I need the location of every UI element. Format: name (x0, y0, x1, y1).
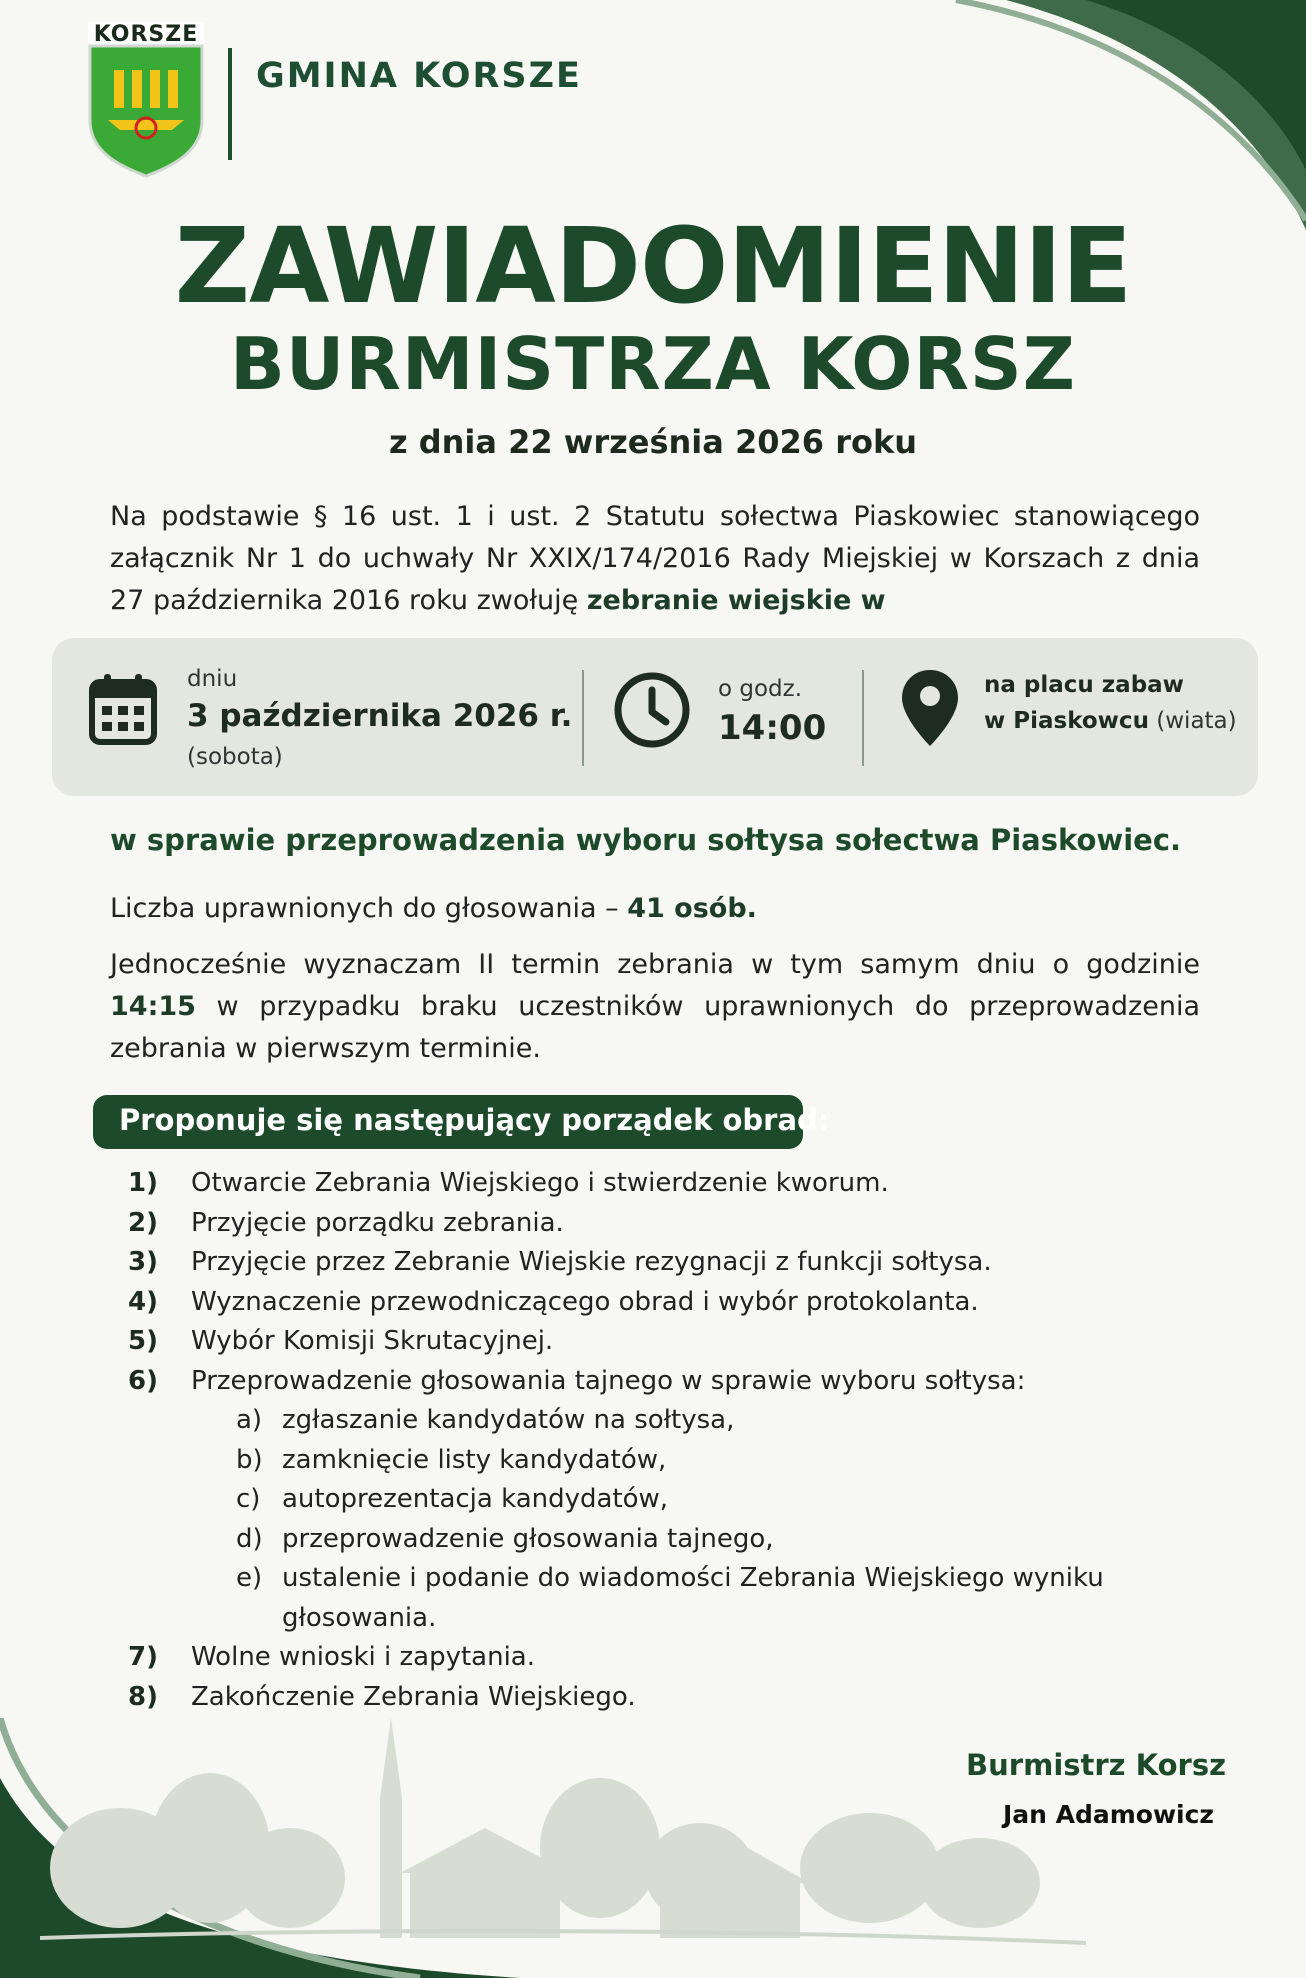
agenda-subitem-text: autoprezentacja kandydatów, (282, 1484, 669, 1514)
agenda-item (128, 1642, 1228, 1682)
agenda-item-number: 2) (128, 1207, 158, 1238)
eligible-count: 41 osób. (627, 893, 757, 924)
agenda-item-number: 6) (128, 1365, 158, 1396)
agenda-subitem (128, 1484, 1228, 1524)
agenda-item-text: Wybór Komisji Skrutacyjnej. (191, 1326, 554, 1356)
agenda-item-number: 1) (128, 1168, 158, 1198)
agenda-subitem-text: przeprowadzenie głosowania tajnego, (282, 1523, 774, 1554)
agenda-item-text: Wyznaczenie przewodniczącego obrad i wybór protokolanta. (191, 1286, 979, 1317)
agenda-item-text: Otwarcie Zebrania Wiejskiego i stwierdzenie kworum. (191, 1168, 889, 1198)
agenda-subitem-letter: b) (236, 1444, 263, 1475)
agenda-subitem (128, 1524, 1228, 1564)
place-detail: (wiata) (1148, 708, 1237, 734)
agenda-subitem-text: głosowania. (282, 1602, 437, 1633)
intro-bold: zebranie wiejskie w (586, 585, 886, 616)
agenda-subitem (128, 1563, 1228, 1603)
agenda-subitem-continuation (128, 1603, 1228, 1643)
agenda-subitem-letter: e) (236, 1563, 263, 1593)
agenda-subitem (128, 1405, 1228, 1445)
second-term-after: w przypadku braku uczestników uprawnionych do przeprowadzenia zebrania w pierwszym terminie. (110, 991, 1200, 1064)
intro-text: Na podstawie § 16 ust. 1 i ust. 2 Statutu sołectwa Piaskowiec stanowiącego załącznik Nr 1 do uchwały Nr XXIX/174/2016 Rady Miejskiej w Korszach z dnia 27 października 2016 roku zwołuję (110, 501, 1200, 616)
agenda-subitem-letter: c) (236, 1484, 261, 1514)
agenda-item (128, 1682, 1228, 1722)
place-village: w Piaskowcu (984, 708, 1149, 734)
agenda-item-text: Zakończenie Zebrania Wiejskiego. (191, 1681, 636, 1712)
location-pin-icon (900, 668, 960, 748)
clock-icon (612, 670, 692, 750)
agenda-subitem-letter: d) (236, 1523, 263, 1554)
second-term-before: Jednocześnie wyznaczam II termin zebrania w tym samym dniu o godzinie (110, 949, 1200, 980)
agenda-subitem (128, 1445, 1228, 1485)
agenda-subitem-text: ustalenie i podanie do wiadomości Zebrania Wiejskiego wyniku (282, 1563, 1104, 1593)
agenda-item-text: Przyjęcie porządku zebrania. (191, 1207, 564, 1238)
agenda-item-number: 4) (128, 1286, 158, 1317)
document-subtitle: BURMISTRZA KORSZ (230, 322, 1076, 406)
agenda-item (128, 1247, 1228, 1287)
meeting-details-box (52, 638, 1258, 796)
details-separator (582, 670, 584, 766)
details-separator (862, 670, 864, 766)
agenda-heading: Proponuje się następujący porządek obrad: (119, 1103, 830, 1137)
village-landscape-illustration (40, 1698, 1086, 1958)
agenda-item-number: 8) (128, 1681, 158, 1712)
time-label: o godz. (718, 676, 803, 702)
agenda-subitem-text: zgłaszanie kandydatów na sołtysa, (282, 1405, 735, 1435)
municipality-name: GMINA KORSZE (256, 56, 582, 96)
agenda-item (128, 1168, 1228, 1208)
agenda-item-number: 7) (128, 1642, 158, 1672)
agenda-item-text: Wolne wnioski i zapytania. (191, 1642, 536, 1672)
meeting-subject: w sprawie przeprowadzenia wyboru sołtysa sołectwa Piaskowiec. (110, 823, 1182, 857)
agenda-item-text: Przyjęcie przez Zebranie Wiejskie rezygnacji z funkcji sołtysa. (191, 1247, 992, 1277)
second-term-time: 14:15 (110, 991, 196, 1022)
agenda-item-text: Przeprowadzenie głosowania tajnego w sprawie wyboru sołtysa: (191, 1365, 1026, 1396)
agenda-subitem-letter: a) (236, 1405, 263, 1435)
agenda-item-number: 5) (128, 1326, 158, 1356)
meeting-weekday: (sobota) (187, 744, 283, 770)
meeting-time: 14:00 (718, 708, 827, 748)
intro-paragraph (110, 496, 1200, 622)
agenda-item (128, 1326, 1228, 1366)
agenda-item (128, 1208, 1228, 1248)
place-line-2 (984, 708, 1237, 734)
logo-label: KORSZE (93, 22, 199, 47)
second-term-paragraph (110, 944, 1200, 1070)
corner-swoosh-decoration (886, 0, 1306, 230)
signatory-role: Burmistrz Korsz (966, 1748, 1226, 1782)
date-label: dniu (187, 666, 238, 692)
meeting-date: 3 października 2026 r. (187, 698, 573, 734)
agenda-item (128, 1287, 1228, 1327)
calendar-icon (88, 672, 158, 746)
place-line-1: na placu zabaw (984, 672, 1184, 698)
agenda-list (128, 1168, 1228, 1721)
agenda-subitem-text: zamknięcie listy kandydatów, (282, 1444, 667, 1475)
eligible-voters (110, 888, 1200, 930)
document-title: ZAWIADOMIENIE (174, 205, 1132, 327)
eligible-text: Liczba uprawnionych do głosowania – (110, 893, 628, 924)
header-divider (228, 48, 232, 160)
agenda-item (128, 1366, 1228, 1406)
signatory-name: Jan Adamowicz (1002, 1800, 1214, 1829)
document-date: z dnia 22 września 2026 roku (388, 423, 918, 461)
agenda-item-number: 3) (128, 1247, 158, 1277)
